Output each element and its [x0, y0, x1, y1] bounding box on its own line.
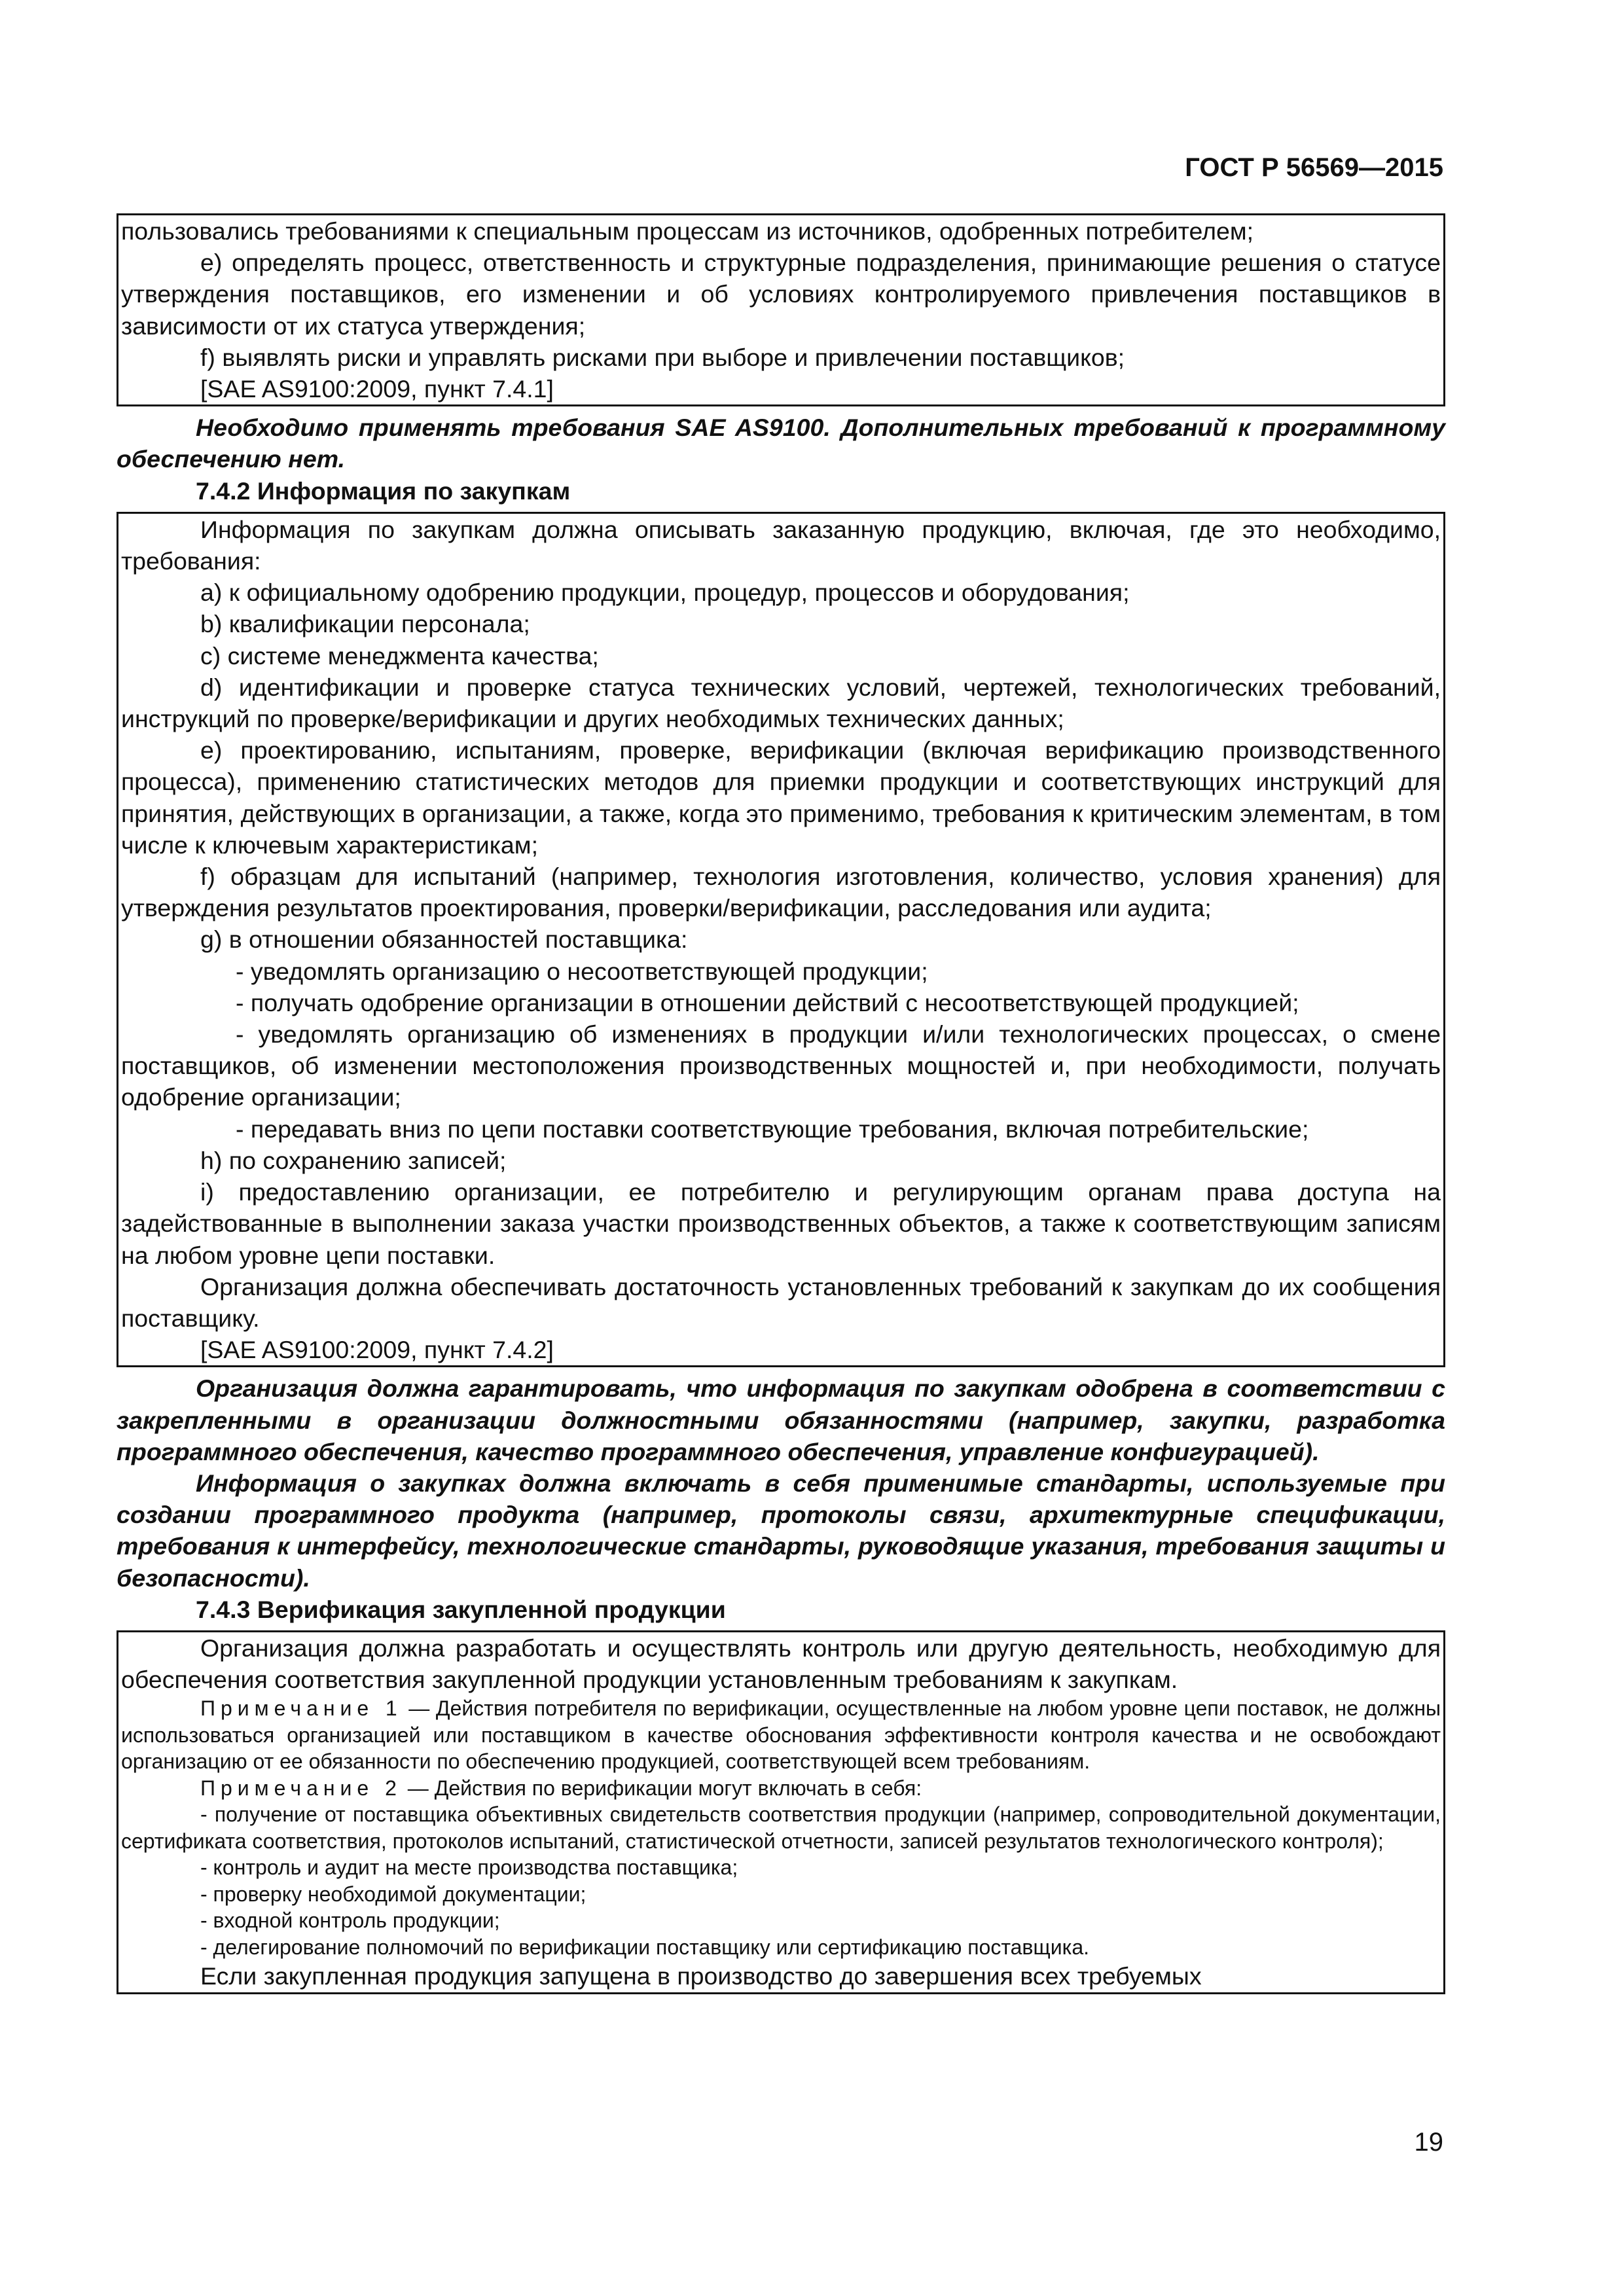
- box3-note-2-item-3: - проверку необходимой документации;: [200, 1882, 586, 1906]
- box2-item-i: i) предоставлению организации, ее потребителю и регулирующим органам права доступа на задействованные в выполнении заказа участки производственных объектов, а также к соответствующим записям на любом уровне цепи поставки.: [121, 1178, 1441, 1269]
- quoted-requirements-box-742: [117, 512, 1445, 1367]
- note-1-label: Примечание 1: [200, 1696, 403, 1721]
- box3-intro: Организация должна разработать и осуществлять контроль или другую деятельность, необходимую для обеспечения соответствия закупленной продукции установленным требованиям к закупкам.: [121, 1634, 1441, 1694]
- supplementary-note-741: Необходимо применять требования SAE AS9100. Дополнительных требований к программному обеспечению нет.: [117, 414, 1445, 473]
- supplementary-note-742-a: Организация должна гарантировать, что информация по закупкам одобрена в соответствии с закрепленными в организации должностными обязанностями (например, закупки, разработка программного обеспечения, качество программного обеспечения, управление конфигурацией).: [117, 1374, 1445, 1465]
- section-heading-742: 7.4.2 Информация по закупкам: [196, 476, 571, 505]
- box2-item-g-dash-3: - уведомлять организацию об изменениях в продукции и/или технологических процессах, о смене поставщиков, об изменении местоположения производственных мощностей и, при необходимости, получать одобрение организации;: [121, 1020, 1441, 1111]
- box3-note-2-item-4: - входной контроль продукции;: [200, 1909, 500, 1933]
- box2-intro: Информация по закупкам должна описывать заказанную продукцию, включая, где это необходимо, требования:: [121, 515, 1441, 575]
- box1-item-f: f) выявлять риски и управлять рисками при выборе и привлечении поставщиков;: [200, 343, 1125, 371]
- supplementary-note-742-b: Информация о закупках должна включать в себя применимые стандарты, используемые при создании программного продукта (например, протоколы связи, архитектурные спецификации, требования к интерфейсу, технологические стандарты, руководящие указания, требования защиты и безопасности).: [117, 1469, 1445, 1592]
- note-2-label: Примечание 2: [200, 1776, 402, 1800]
- standard-header: ГОСТ Р 56569—2015: [1185, 153, 1443, 182]
- box2-item-g-dash-2: - получать одобрение организации в отношении действий с несоответствующей продукцией;: [236, 988, 1299, 1016]
- box2-item-b: b) квалификации персонала;: [200, 610, 530, 638]
- box3-note-2-item-2: - контроль и аудит на месте производства поставщика;: [200, 1856, 738, 1880]
- box1-reference: [SAE AS9100:2009, пункт 7.4.1]: [200, 375, 554, 403]
- box2-item-d: d) идентификации и проверке статуса технических условий, чертежей, технологических требований, инструкций по проверке/верификации и других необходимых технических данных;: [121, 673, 1441, 733]
- box2-item-g-dash-4: - передавать вниз по цепи поставки соответствующие требования, включая потребительские;: [236, 1115, 1309, 1143]
- box1-continuation: пользовались требованиями к специальным процессам из источников, одобренных потребителем;: [121, 217, 1254, 245]
- box1-item-e: e) определять процесс, ответственность и структурные подразделения, принимающие решения о статусе утверждения поставщиков, его изменении и об условиях контролируемого привлечения поставщиков в зависимости от их статуса утверждения;: [121, 249, 1441, 340]
- note-1-text: — Действия потребителя по верификации, осуществленные на любом уровне цепи поставок, не должны использоваться организацией или поставщиком в качестве обоснования эффективности контроля качества и не освобождают организацию от ее обязанности по обеспечению продукцией, соответствующей всем требованиям.: [121, 1696, 1441, 1774]
- box3-last-line: Если закупленная продукция запущена в производство до завершения всех требуемых: [200, 1962, 1202, 1990]
- quoted-requirements-box-741: [117, 213, 1445, 406]
- box2-item-c: c) системе менеджмента качества;: [200, 641, 599, 670]
- box2-item-h: h) по сохранению записей;: [200, 1146, 507, 1174]
- box2-item-e: e) проектированию, испытаниям, проверке, верификации (включая верификацию производственного процесса), применению статистических методов для приемки продукции и соответствующих инструкций для принятия, действующих в организации, а также, когда это применимо, требования к критическим элементам, в том числе к ключевым характеристикам;: [121, 736, 1441, 859]
- box2-item-a: a) к официальному одобрению продукции, процедур, процессов и оборудования;: [200, 579, 1130, 607]
- box2-item-g: g) в отношении обязанностей поставщика:: [200, 925, 688, 954]
- box2-reference: [SAE AS9100:2009, пункт 7.4.2]: [200, 1336, 554, 1364]
- page-number: 19: [1414, 2128, 1443, 2157]
- box3-note-1: [121, 1695, 1441, 1775]
- box3-note-2-item-1: - получение от поставщика объективных свидетельств соответствия продукции (например, сопроводительной документации, сертификата соответствия, протоколов испытаний, статистической отчетности, записей результатов технологического контроля);: [121, 1803, 1441, 1853]
- page-content: [117, 213, 1445, 1994]
- box3-note-2-item-5: - делегирование полномочий по верификации поставщику или сертификацию поставщика.: [200, 1935, 1090, 1959]
- quoted-requirements-box-743: [117, 1630, 1445, 1994]
- box3-note-2: [121, 1775, 1441, 1802]
- note-2-text: — Действия по верификации могут включать в себя:: [401, 1776, 922, 1800]
- section-heading-743: 7.4.3 Верификация закупленной продукции: [196, 1595, 726, 1623]
- box2-item-f: f) образцам для испытаний (например, технология изготовления, количество, условия хранения) для утверждения результатов проектирования, проверки/верификации, расследования или аудита;: [121, 863, 1441, 922]
- box2-item-g-dash-1: - уведомлять организацию о несоответствующей продукции;: [236, 957, 928, 985]
- box2-closing: Организация должна обеспечивать достаточность установленных требований к закупкам до их сообщения поставщику.: [121, 1272, 1441, 1332]
